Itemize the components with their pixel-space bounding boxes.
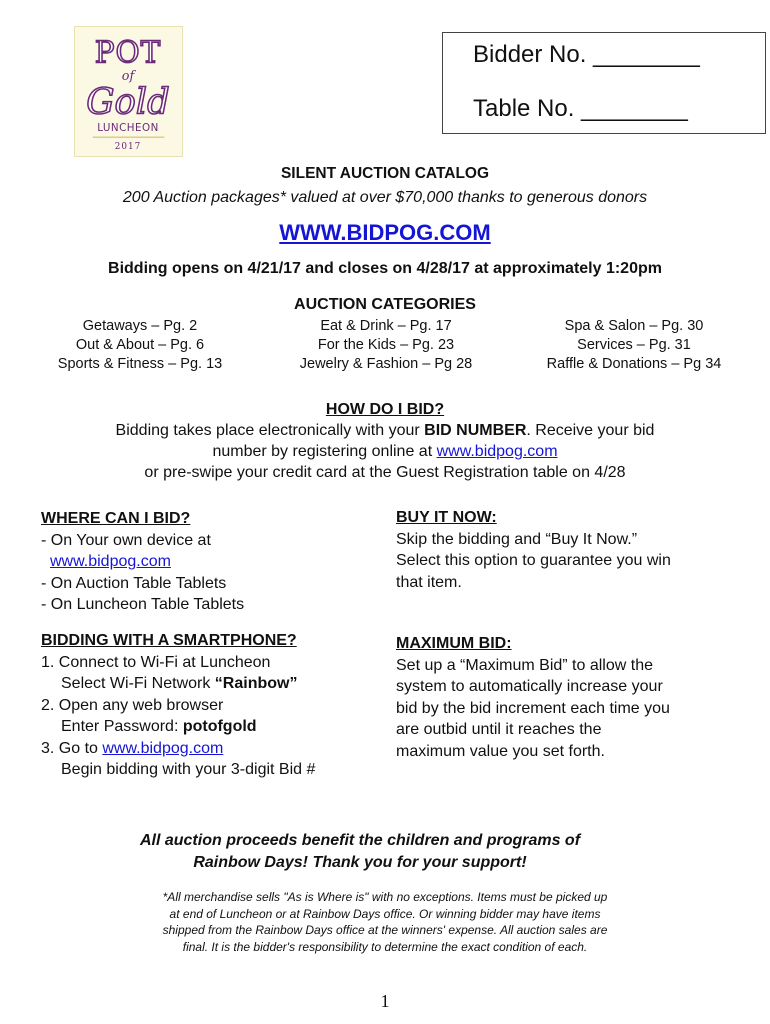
benefit-statement [0, 830, 720, 874]
smartphone-step-3-text: 3. Go to [41, 739, 103, 757]
smartphone-step-1: 1. Connect to Wi-Fi at Luncheon [41, 653, 271, 671]
max-bid-heading: MAXIMUM BID: [396, 635, 512, 652]
category-out-about: Out & About – Pg. 6 [75, 337, 205, 353]
logo-luncheon-text: LUNCHEON [97, 122, 159, 135]
how-heading: HOW DO I BID? [325, 401, 445, 418]
smartphone-step-3b: Begin bidding with your 3-digit Bid # [61, 761, 316, 778]
max-bid-line-2: system to automatically increase your [396, 678, 663, 695]
how-line-2-text: number by registering online at [212, 443, 437, 460]
how-line-3: or pre-swipe your credit card at the Guest Registration table on 4/28 [144, 464, 626, 481]
categories-heading: AUCTION CATEGORIES [294, 296, 476, 313]
category-sports-fitness: Sports & Fitness – Pg. 13 [57, 356, 223, 372]
smartphone-step-3 [41, 738, 315, 760]
categories-column-1 [0, 317, 280, 374]
smartphone-step-2: 2. Open any web browser [41, 696, 224, 714]
smartphone-step-1b [41, 673, 315, 695]
how-line-2 [0, 443, 770, 461]
smartphone-bid-link[interactable]: www.bidpog.com [102, 739, 224, 757]
benefit-line-1: All auction proceeds benefit the children and programs of [139, 832, 581, 849]
max-bid-line-4: are outbid until it reaches the [396, 721, 602, 738]
category-eat-drink: Eat & Drink – Pg. 17 [320, 318, 452, 334]
page-number: 1 [380, 991, 390, 1011]
category-for-kids: For the Kids – Pg. 23 [317, 337, 455, 353]
pot-of-gold-logo [74, 26, 183, 157]
benefit-line-2: Rainbow Days! Thank you for your support! [193, 854, 527, 871]
smartphone-section [41, 630, 315, 781]
category-jewelry-fashion: Jewelry & Fashion – Pg 28 [299, 356, 473, 372]
where-heading: WHERE CAN I BID? [41, 510, 191, 527]
table-number-field[interactable]: Table No. ________ [473, 95, 688, 122]
register-link[interactable]: www.bidpog.com [436, 443, 558, 460]
fine-print-line-4: final. It is the bidder's responsibility to determine the exact condition of each. [182, 939, 588, 954]
password-label: Enter Password: [61, 718, 183, 735]
catalog-subtitle: 200 Auction packages* valued at over $70,000 thanks to generous donors [122, 189, 648, 206]
bidder-info-box [442, 32, 766, 134]
categories-column-2 [256, 317, 516, 374]
bidder-number-field[interactable]: Bidder No. ________ [473, 41, 700, 68]
how-line-1-text: Bidding takes place electronically with your [115, 422, 425, 439]
website-link[interactable]: WWW.BIDPOG.COM [279, 220, 491, 245]
bidding-dates: Bidding opens on 4/21/17 and closes on 4/28/17 at approximately 1:20pm [108, 260, 662, 277]
how-line-1-end: . Receive your bid [526, 422, 655, 439]
wifi-network-name: “Rainbow” [214, 675, 298, 692]
smartphone-heading: BIDDING WITH A SMARTPHONE? [41, 632, 297, 649]
max-bid-line-3: bid by the bid increment each time you [396, 699, 670, 717]
logo-year-text: 2017 [114, 141, 142, 152]
category-getaways: Getaways – Pg. 2 [82, 318, 198, 334]
where-device-link[interactable]: www.bidpog.com [50, 553, 171, 570]
logo-gold-text: Gold [86, 81, 170, 123]
max-bid-line-5: maximum value you set forth. [396, 742, 605, 760]
logo-graphic [75, 27, 182, 156]
categories-column-3 [514, 317, 754, 374]
where-section [41, 508, 244, 616]
buy-now-section [396, 507, 671, 593]
fine-print-line-2: at end of Luncheon or at Rainbow Days office. Or winning bidder may have items [169, 906, 601, 921]
logo-of-text: of [121, 69, 135, 85]
fine-print [0, 889, 770, 955]
where-item-device: - On Your own device at [41, 531, 211, 549]
buy-now-line-1: Skip the bidding and “Buy It Now.” [396, 530, 638, 548]
category-spa-salon: Spa & Salon – Pg. 30 [564, 318, 704, 334]
password-value: potofgold [182, 718, 257, 735]
category-raffle-donations: Raffle & Donations – Pg 34 [546, 356, 722, 372]
bid-number-emphasis: BID NUMBER [424, 422, 527, 439]
max-bid-section [396, 633, 670, 762]
logo-pot-text: POT [94, 35, 162, 70]
where-item-luncheon-tablets: - On Luncheon Table Tablets [41, 596, 245, 613]
wifi-network-label: Select Wi-Fi Network [61, 675, 215, 692]
category-services: Services – Pg. 31 [577, 337, 691, 353]
buy-now-line-2: Select this option to guarantee you win [396, 552, 671, 569]
fine-print-line-3: shipped from the Rainbow Days office at the winners' expense. All auction sales are [162, 923, 608, 937]
where-item-auction-tablets: - On Auction Table Tablets [41, 574, 227, 592]
max-bid-line-1: Set up a “Maximum Bid” to allow the [396, 656, 653, 674]
buy-now-line-3: that item. [396, 573, 462, 591]
buy-now-heading: BUY IT NOW: [396, 509, 497, 526]
smartphone-step-2b [41, 716, 315, 738]
catalog-title: SILENT AUCTION CATALOG [280, 165, 490, 182]
fine-print-line-1: *All merchandise sells "As is Where is" with no exceptions. Items must be picked up [162, 890, 608, 904]
how-line-1 [0, 422, 770, 440]
